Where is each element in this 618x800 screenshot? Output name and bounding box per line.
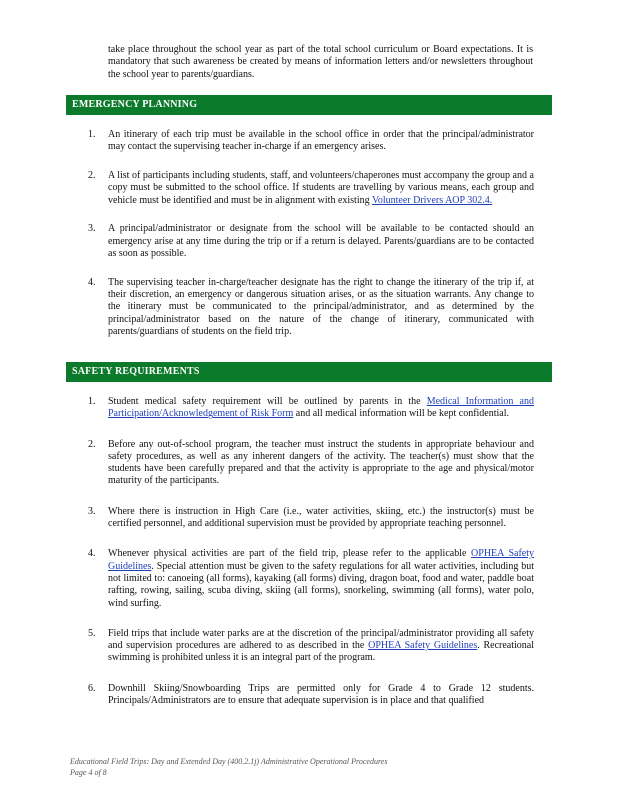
safety-requirements-heading: SAFETY REQUIREMENTS — [66, 362, 552, 382]
item-text-after: . Recreational swimming is prohibited unless it is an integral part of the program. — [108, 640, 535, 664]
item-text-after: and all medical information will be kept confidential. — [293, 408, 510, 420]
item-text: Student medical safety requirement will be outlined by parents in the — [108, 396, 427, 407]
item-text: The supervising teacher in-charge/teacher designate has the right to change the itinerary of the trip if, at their discretion, an emergency or dangerous situation arises, or as the situation warrants. Any change to the itinerary must be communicated to the principal/administrator, and as determined by the principal/administrator based on the nature of the change of itinerary, communicated with parents/guardians of students on the field trip. — [108, 276, 534, 338]
list-item — [88, 548, 534, 609]
item-number: 2. — [88, 438, 96, 450]
item-text: An itinerary of each trip must be available in the school office in order that the principal/administrator may contact the supervising teacher in-charge if an emergency arises. — [108, 129, 534, 153]
footer-document-title: Educational Field Trips: Day and Extended Day (400.2.1j) Administrative Operational Procedures — [70, 757, 388, 766]
page-footer — [70, 756, 510, 778]
list-item — [88, 223, 534, 260]
item-text: A list of participants including students, staff, and volunteers/chaperones must accompany the group and a copy must be submitted to the school office. If students are travelling by various means, each group and vehicle must be identified and must be in alignment with existing — [108, 170, 534, 206]
item-text-after: . Special attention must be given to the safety regulations for all water activities, including but not limited to: canoeing (all forms), kayaking (all forms) diving, dragon boat, food and water, paddle boat rafting, rowing, sailing, scuba diving, skiing (all forms), snorkeling, swimming (all forms), water polo, wind surfing. — [108, 560, 534, 609]
item-text: Where there is instruction in High Care (i.e., water activities, skiing, etc.) the instructor(s) must be certified personnel, and additional supervision must be provided by appropriate teaching personnel. — [108, 505, 534, 530]
ophea-safety-guidelines-link[interactable]: OPHEA Safety Guidelines — [108, 548, 534, 572]
item-text: Whenever physical activities are part of the field trip, please refer to the applicable — [108, 548, 472, 560]
intro-paragraph: take place throughout the school year as part of the total school curriculum or Board expectations. It is mandatory that such awareness be created by means of information letters and/or newsletters throughout the school year to parents/guardians. — [108, 44, 533, 80]
item-number: 2. — [88, 170, 96, 182]
list-item — [88, 628, 534, 665]
item-number: 3. — [88, 223, 96, 235]
footer-page-number: Page 4 of 8 — [70, 768, 107, 777]
item-text: Downhill Skiing/Snowboarding Trips are permitted only for Grade 4 to Grade 12 students. Principals/Administrators are to ensure that adequate supervision is in place and that qualified — [108, 682, 534, 707]
item-number: 4. — [88, 276, 96, 288]
item-number: 1. — [88, 129, 96, 140]
list-item — [88, 170, 534, 207]
emergency-planning-heading: EMERGENCY PLANNING — [66, 95, 552, 115]
volunteer-drivers-link[interactable]: Volunteer Drivers AOP 302.4. — [371, 194, 493, 206]
item-text: A principal/administrator or designate from the school will be available to be contacted should an emergency arise at any time during the trip or if a return is delayed. Parents/guardians are to be contacted as soon as possible. — [108, 223, 534, 260]
ophea-safety-guidelines-link[interactable]: OPHEA Safety Guidelines — [368, 640, 478, 652]
item-number: 6. — [88, 682, 96, 694]
list-item — [88, 396, 534, 421]
item-text: Field trips that include water parks are at the discretion of the principal/administrator providing all safety and supervision procedures are adhered to as described in the — [108, 627, 534, 652]
list-item — [88, 506, 534, 531]
emergency-planning-list — [88, 129, 534, 355]
list-item — [88, 439, 534, 488]
list-item — [88, 683, 534, 708]
item-number: 1. — [88, 396, 96, 407]
medical-information-form-link[interactable]: Medical Information and Participation/Acknowledgement of Risk Form — [108, 396, 534, 420]
list-item — [88, 277, 534, 338]
item-number: 5. — [88, 627, 96, 639]
item-number: 3. — [88, 505, 96, 517]
safety-requirements-list — [88, 396, 534, 725]
list-item — [88, 129, 534, 154]
item-number: 4. — [88, 548, 96, 560]
item-text: Before any out-of-school program, the teacher must instruct the students in appropriate behaviour and safety procedures, as well as any inherent dangers of the activity. The teacher(s) must show that the students have been carefully prepared and that the activity is appropriate to the age and physical/motor maturity of the participants. — [108, 438, 534, 487]
